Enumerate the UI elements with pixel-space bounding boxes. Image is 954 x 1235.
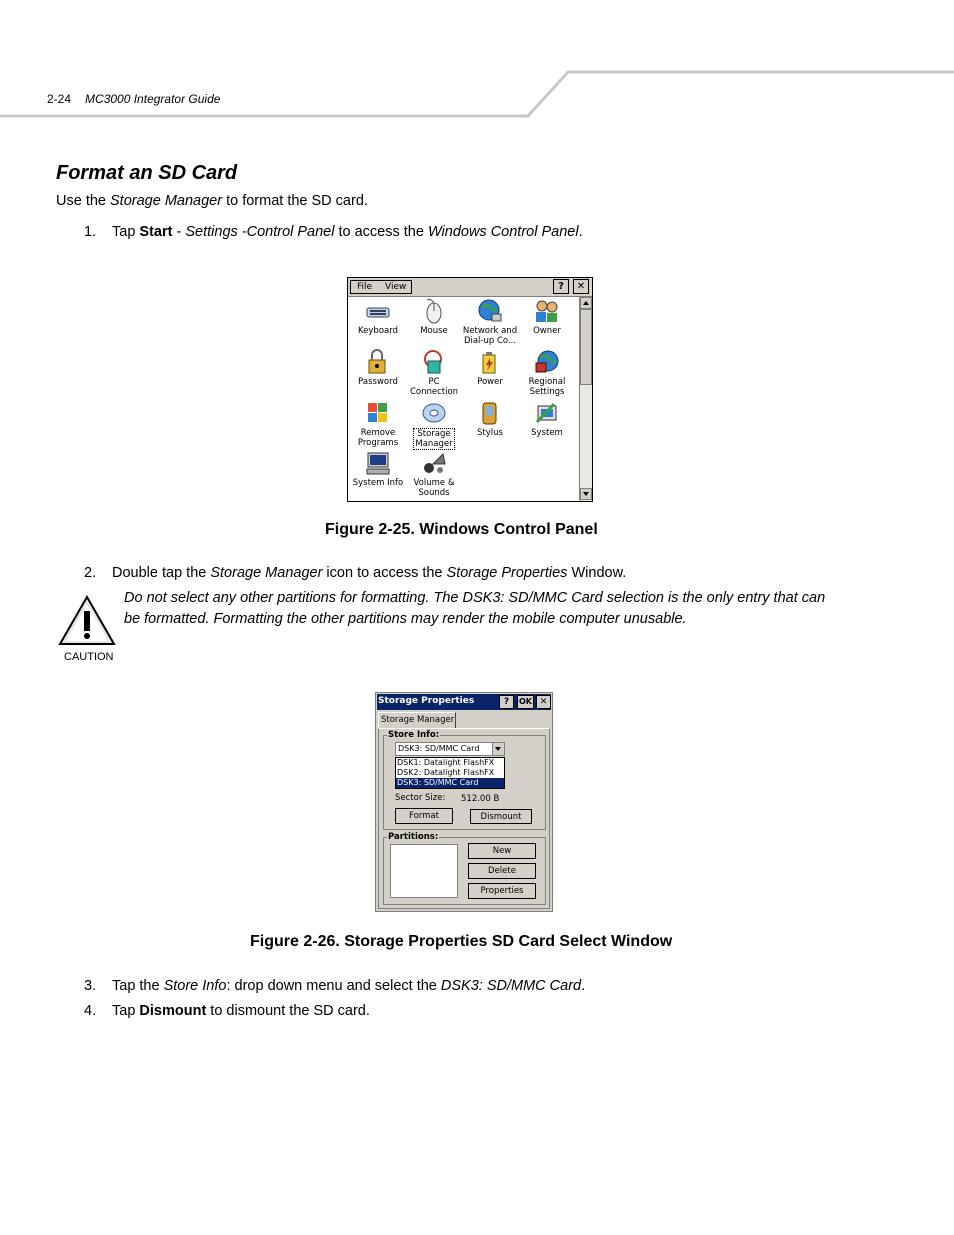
stylus-icon [477, 400, 503, 426]
item-label-line1: Regional [528, 377, 566, 387]
step-3: 3. [84, 978, 97, 994]
network-icon [477, 298, 503, 324]
chevron-down-icon[interactable] [492, 743, 504, 755]
control-panel-item-network[interactable] [461, 298, 519, 346]
storage-properties-window [375, 692, 553, 912]
scroll-up-button[interactable] [580, 297, 592, 309]
item-label [349, 326, 407, 336]
item-label [405, 326, 463, 336]
menu-view[interactable]: View [385, 282, 407, 292]
partitions-label: Partitions: [388, 832, 439, 842]
store-info-label: Store Info: [388, 730, 440, 740]
item-label-line2: Dial-up Co... [463, 336, 517, 346]
item-label-line1: Volume & [413, 478, 455, 488]
control-panel-item-owner[interactable] [518, 298, 576, 336]
menu-group [350, 280, 412, 294]
item-label [461, 326, 519, 346]
control-panel-item-pc-connection[interactable] [405, 349, 463, 397]
item-label [461, 428, 519, 438]
sector-size-label: Sector Size: [395, 793, 446, 803]
window-title: Storage Properties [378, 696, 475, 706]
item-label-line1: Network and [462, 326, 518, 336]
option-dsk3[interactable]: DSK3: SD/MMC Card [396, 778, 504, 788]
page-number: 2-24 [47, 92, 72, 106]
option-dsk2[interactable]: DSK2: Datalight FlashFX [397, 768, 495, 777]
owner-icon [534, 298, 560, 324]
keyboard-icon [365, 298, 391, 324]
control-panel-menubar [348, 278, 592, 297]
item-label-line1: System [531, 428, 563, 438]
remove-programs-icon [365, 400, 391, 426]
item-label [518, 377, 576, 397]
control-panel-item-system-info[interactable] [349, 450, 407, 488]
item-label [461, 377, 519, 387]
storage-manager-panel [378, 728, 550, 909]
item-label-line2: Programs [357, 438, 399, 448]
store-info-options[interactable] [395, 757, 505, 789]
step-2-text: Double tap the Storage Manager icon to access the Storage Properties Window. [112, 565, 627, 581]
item-label-line1: Remove [360, 428, 396, 438]
control-panel-window [347, 277, 593, 502]
item-label-line2: Connection [409, 387, 459, 397]
item-label-line1: Power [477, 377, 503, 387]
item-label [405, 377, 463, 397]
properties-button[interactable]: Properties [468, 883, 536, 899]
mouse-icon [421, 298, 447, 324]
control-panel-item-storage-manager[interactable] [405, 400, 463, 450]
control-panel-item-remove-programs[interactable] [349, 400, 407, 448]
help-button[interactable]: ? [499, 695, 514, 709]
item-label-line1: System Info [352, 478, 404, 488]
partitions-group [383, 832, 546, 905]
intro-paragraph: Use the Storage Manager to format the SD card. [56, 193, 368, 209]
sector-size-value: 512.00 B [461, 794, 500, 804]
step-3-text: Tap the Store Info: drop down menu and select the DSK3: SD/MMC Card. [112, 978, 586, 994]
item-label [405, 478, 463, 498]
step-1-text: Tap Start - Settings -Control Panel to access the Windows Control Panel. [112, 224, 583, 240]
header-rule [0, 0, 954, 125]
close-button[interactable]: ✕ [536, 695, 551, 709]
regional-settings-icon [534, 349, 560, 375]
control-panel-item-stylus[interactable] [461, 400, 519, 438]
item-label-line1: Owner [533, 326, 561, 336]
password-icon [365, 349, 391, 375]
power-icon [477, 349, 503, 375]
item-label-line1: Mouse [420, 326, 448, 336]
figure-2-caption: Figure 2-26. Storage Properties SD Card Select Window [250, 933, 673, 950]
figure-1-caption: Figure 2-25. Windows Control Panel [325, 521, 598, 538]
dismount-button[interactable]: Dismount [470, 809, 532, 824]
item-label-line2: Manager [415, 439, 453, 449]
system-info-icon [365, 450, 391, 476]
item-label [349, 478, 407, 488]
item-label-line1: PC [428, 377, 440, 387]
item-label [349, 428, 407, 448]
item-label-line2: Sounds [418, 488, 450, 498]
menu-file[interactable]: File [357, 282, 373, 292]
item-label-line2: Settings [529, 387, 565, 397]
system-icon [534, 400, 560, 426]
guide-title: MC3000 Integrator Guide [85, 92, 221, 106]
page-header [47, 92, 220, 106]
volume-sounds-icon [421, 450, 447, 476]
format-button[interactable]: Format [395, 808, 453, 824]
control-panel-item-power[interactable] [461, 349, 519, 387]
item-label [349, 377, 407, 387]
tab-storage-manager[interactable]: Storage Manager [378, 712, 456, 728]
item-label-line1: Keyboard [358, 326, 398, 336]
new-button[interactable]: New [468, 843, 536, 859]
item-label [518, 428, 576, 438]
control-panel-item-system[interactable] [518, 400, 576, 438]
store-info-dropdown[interactable]: DSK3: SD/MMC Card [395, 742, 505, 756]
step-4-text: Tap Dismount to dismount the SD card. [112, 1003, 370, 1019]
item-label-line1: Storage [417, 429, 451, 439]
section-title: Format an SD Card [56, 162, 238, 184]
close-button[interactable]: ✕ [573, 279, 589, 294]
control-panel-item-password[interactable] [349, 349, 407, 387]
store-info-group [383, 730, 546, 830]
scrollbar[interactable] [579, 297, 592, 501]
control-panel-item-mouse[interactable] [405, 298, 463, 336]
control-panel-item-keyboard[interactable] [349, 298, 407, 336]
step-2: 2. [84, 565, 97, 581]
ok-button[interactable]: OK [517, 695, 534, 709]
storage-manager-icon [421, 400, 447, 426]
caution-text: Do not select any other partitions for formatting. The DSK3: SD/MMC Card selection is the only entry that can be formatted. Formatting the other partitions may render the mobile computer unusable. [124, 590, 826, 627]
step-1: 1. [84, 224, 97, 240]
partitions-list[interactable] [390, 844, 458, 898]
scroll-down-button[interactable] [580, 488, 592, 500]
option-dsk1[interactable]: DSK1: Datalight FlashFX [397, 758, 495, 767]
control-panel-item-volume-sounds[interactable] [405, 450, 463, 498]
control-panel-item-regional-settings[interactable] [518, 349, 576, 397]
item-label [413, 428, 454, 450]
delete-button[interactable]: Delete [468, 863, 536, 879]
item-label [518, 326, 576, 336]
pc-connection-icon [421, 349, 447, 375]
item-label-line1: Password [358, 377, 398, 387]
storage-properties-titlebar [377, 694, 551, 710]
help-button[interactable]: ? [553, 279, 569, 294]
item-label-line1: Stylus [477, 428, 503, 438]
caution-icon [57, 594, 117, 648]
caution-label: CAUTION [64, 651, 114, 663]
scroll-thumb[interactable] [580, 309, 592, 385]
step-4: 4. [84, 1003, 97, 1019]
